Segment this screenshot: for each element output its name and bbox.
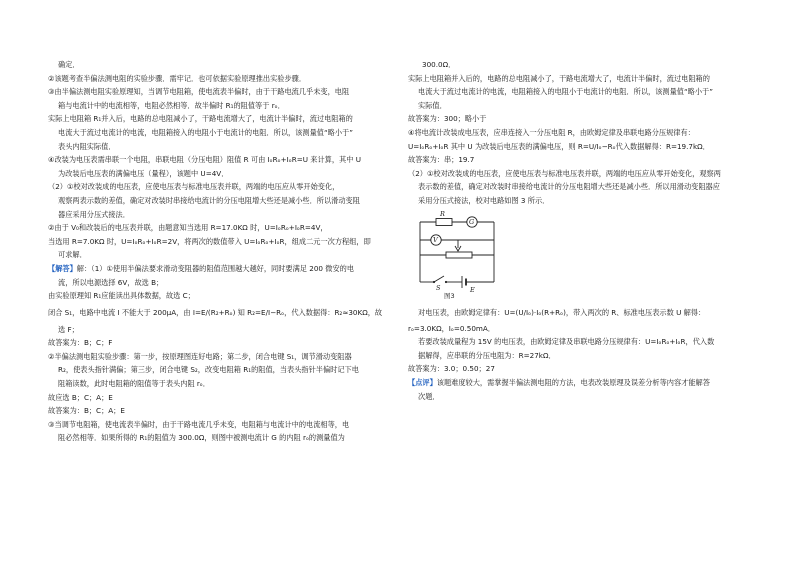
galvanometer-label: G [469, 217, 475, 226]
text-line: U=IₒRₒ+IₒR 其中 U 为改装后电压表的满偏电压，则 R=U/Iₒ−Rₒ代入数据解得：R=19.7kΩ． [408, 141, 710, 151]
text-line: 电流大于流过电流计的电流，电阻箱接入的电阻小于电流计的电阻．所以，该测量值“略小于” [58, 127, 353, 137]
battery-label: E [470, 285, 475, 294]
text-line: 确定． [58, 60, 80, 69]
text-line: ④改装为电压表需串联一个电阻，串联电阻（分压电阻）阻值 R 可由 IₒRₒ+IₒR=U 来计算，其中 U [48, 155, 361, 165]
text-line: R₂，使表头指针满偏；第三步，闭合电键 S₂，改变电阻箱 R₁的阻值，当表头指针半偏时记下电 [58, 365, 359, 375]
circuit-schematic [414, 209, 504, 298]
text-line: 采用分压式接法，校对电路如图 3 所示． [418, 195, 550, 205]
text-line: 选 F； [58, 324, 79, 334]
text-line: （2）①校对改装成的电压表，应使电压表与标准电压表并联，两端的电压应从零开始变化， [48, 182, 340, 192]
text-line: ③当调节电阻箱，使电流表半偏时，由于干路电流几乎未变，电阻箱与电流计中的电流相等，电 [48, 419, 350, 429]
text-line: 闭合 S₁，电路中电流 I 不能大于 200μA，由 I=E/(R₂+Rₒ) 知 R₂=E/I−Rₒ，代入数据得：R₂≈30KΩ，故 [48, 307, 383, 317]
text-line: 实际值． [418, 100, 447, 110]
text-line: 箱与电流计中的电流相等，电阻必然相等．故半偏时 R₁的阻值等于 rₒ． [58, 100, 285, 110]
text-line: 观察两表示数的差值，确定对改装时串接给电流计的分压电阻增大些还是减小些．所以滑动变阻 [58, 195, 360, 205]
text-line: 流，所以电源选择 6V，故选 B； [58, 277, 164, 287]
voltmeter-label: V [433, 235, 438, 244]
text-line: 故答案为：B；C；F [48, 338, 113, 348]
text-line: ②由于 V₀和改装后的电压表并联，由题意知当选用 R=17.0KΩ 时，U=IₒRₒ+IₒR=4V， [48, 223, 328, 233]
figure-caption: 图3 [444, 291, 455, 300]
text-line: 由实验原理知 R₁应能读出具体数据，故选 C； [48, 291, 195, 301]
circuit-diagram [414, 209, 768, 300]
text-line: ④将电流计改装成电压表，应串连接入一分压电阻 R，由欧姆定律及串联电路分压规律有： [408, 127, 695, 137]
right-column [408, 58, 768, 403]
text-line: 次题． [418, 391, 440, 401]
text-line: 故答案为：3.0；0.50；27 [408, 364, 495, 374]
text-line: ②半偏法测电阻实验步骤：第一步，按原理图连好电路；第二步，闭合电键 S₁，调节滑动变阻器 [48, 351, 352, 361]
text-line: 300.0Ω． [422, 60, 456, 69]
left-column [48, 58, 400, 445]
text-line: rₒ=3.0KΩ，Iₒ=0.50mA． [408, 323, 495, 333]
text-line: 对电压表，由欧姆定律有：U=(U/Iₒ)·Iₒ(R+Rₒ)，带入两次的 R、标准电压表示数 U 解得： [418, 307, 706, 317]
text-line: 阻箱读数，此时电阻箱的阻值等于表头内阻 rₒ． [58, 379, 210, 389]
text-line: 表头内阻实际值． [58, 141, 116, 151]
switch-contact-icon [445, 280, 447, 282]
text-line: 阻必然相等．如果所得的 R₁的阻值为 300.0Ω，则图中被测电流计 G 的内阻 rₒ的测量值为 [58, 433, 345, 443]
text-line: 表示数的差值，确定对改装时串接给电流计的分压电阻增大些还是减小些．所以用滑动变阻器应 [418, 182, 720, 192]
comment-line: 【点评】该题难度较大，需掌握半偏法测电阻的方法，电表改装原理及误差分析等内容才能解答 [408, 377, 710, 387]
text-line: 电流大于流过电流计的电流，电阻箱接入的电阻小于电流计的电阻．所以，该测量值“略小于” [418, 87, 713, 97]
section-tag: 【解答】 [48, 263, 77, 273]
answer-heading: 【解答】解：（1）①使用半偏法要求滑动变阻器的阻值范围越大越好，同时要满足 200 微安的电 [48, 263, 355, 273]
text-line: ③由半偏法测电阻实验原理知，当调节电阻箱，使电流表半偏时，由于干路电流几乎未变，电阻 [48, 87, 350, 97]
text-line: 故答案为：B；C；A；E [48, 406, 125, 416]
text-line: 故答案为：300；略小于 [408, 114, 487, 124]
text-line: （2）①校对改装成的电压表，应使电压表与标准电压表并联，两端的电压应从零开始变化，观察两 [408, 168, 721, 178]
text-line: 据解得，应串联的分压电阻为：R=27kΩ． [418, 350, 556, 360]
text-line: 器应采用分压式接法． [58, 209, 130, 219]
text-line: 当选用 R=7.0KΩ 时，U=IₒRₒ+IₒR=2V，将两次的数值带入 U=IₒRₒ+IₒR，组成二元一次方程组，即 [48, 236, 371, 246]
text-line: 故答案为：串；19.7 [408, 155, 475, 165]
text-line: 为改装后电压表的满偏电压（量程），该题中 U=4V． [58, 168, 229, 178]
text-line: ②该题考查半偏法测电阻的实验步骤．需牢记．也可依据实验原理推出实验步骤． [48, 73, 307, 83]
switch-label: S [436, 283, 441, 292]
section-tag: 【点评】 [408, 377, 437, 387]
text-line: 故应选 B；C；A；E [48, 392, 113, 402]
text-line: 可求解． [58, 250, 87, 260]
switch-contact-icon [433, 280, 435, 282]
text-line: 实际上电阻箱并入后的，电路的总电阻减小了，干路电流增大了，电流计半偏时，流过电阻箱的 [408, 73, 710, 83]
resistor-label: R [440, 209, 445, 218]
text-line: 实际上电阻箱 R₁并入后，电路的总电阻减小了，干路电流增大了，电流计半偏时，流过电阻箱的 [48, 114, 353, 124]
text-line: 若要改装成量程为 15V 的电压表，由欧姆定律及串联电路分压规律有：U=IₒRₒ+IₒR，代入数 [418, 337, 715, 347]
